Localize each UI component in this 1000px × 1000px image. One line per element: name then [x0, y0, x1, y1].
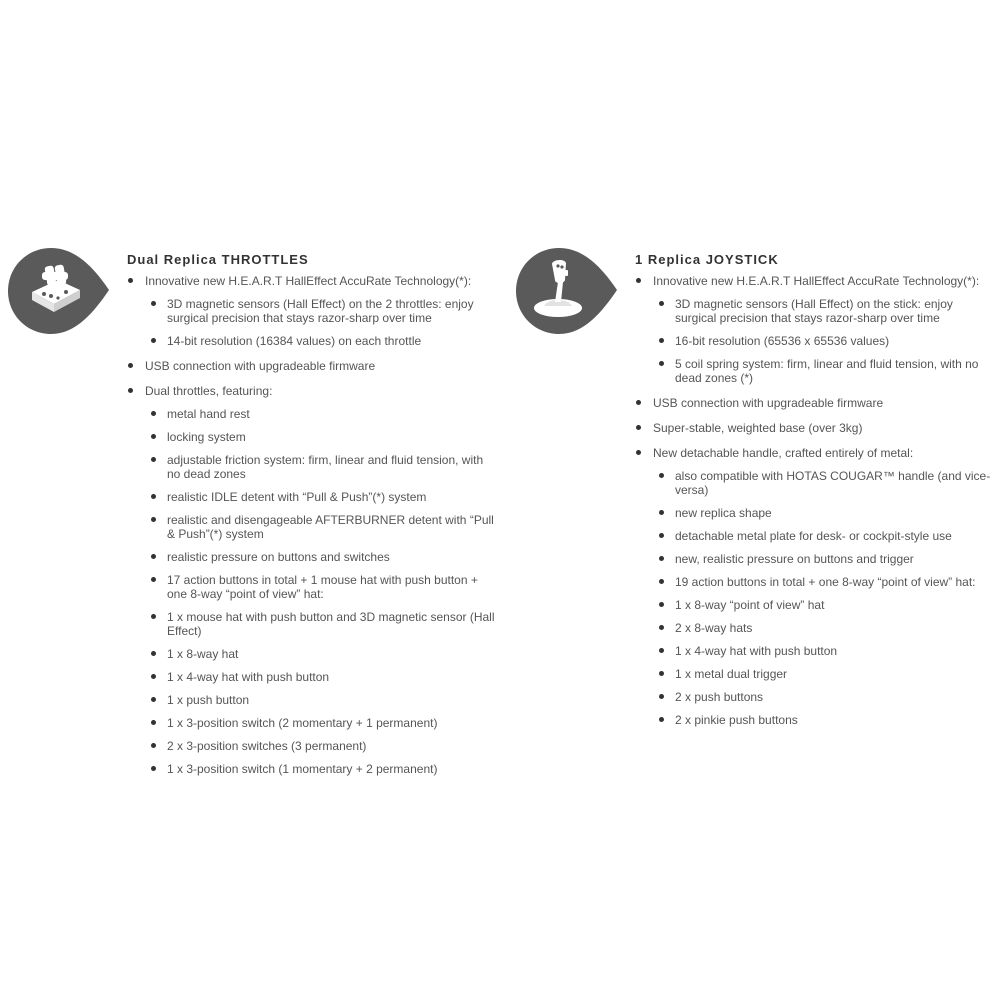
sub-list	[653, 469, 996, 727]
sub-list-item: 3D magnetic sensors (Hall Effect) on the stick: enjoy surgical precision that stays razor-sharp over time	[653, 297, 996, 325]
sub-list-item: realistic and disengageable AFTERBURNER detent with “Pull & Push”(*) system	[145, 513, 496, 541]
sub-list-item: 2 x 8-way hats	[653, 621, 996, 635]
sub-list-item: adjustable friction system: firm, linear and fluid tension, with no dead zones	[145, 453, 496, 481]
sub-list-item: also compatible with HOTAS COUGAR™ handle (and vice-versa)	[653, 469, 996, 497]
sub-list-item: 19 action buttons in total + one 8-way “point of view” hat:	[653, 575, 996, 589]
sub-list-item: detachable metal plate for desk- or cockpit-style use	[653, 529, 996, 543]
sub-list-item: 5 coil spring system: firm, linear and fluid tension, with no dead zones (*)	[653, 357, 996, 385]
sub-list-item: 1 x metal dual trigger	[653, 667, 996, 681]
list-item-text: Dual throttles, featuring:	[145, 384, 273, 398]
sub-list-item: 2 x 3-position switches (3 permanent)	[145, 739, 496, 753]
sub-list	[145, 407, 496, 776]
sub-list-item: 1 x 4-way hat with push button	[145, 670, 496, 684]
joystick-icon	[514, 246, 618, 336]
sub-list-item: 1 x 3-position switch (2 momentary + 1 permanent)	[145, 716, 496, 730]
sub-list-item: 1 x 3-position switch (1 momentary + 2 permanent)	[145, 762, 496, 776]
list-item	[634, 274, 996, 385]
sub-list-item: 1 x mouse hat with push button and 3D magnetic sensor (Hall Effect)	[145, 610, 496, 638]
sub-list-item: metal hand rest	[145, 407, 496, 421]
list-item-text: Super-stable, weighted base (over 3kg)	[653, 421, 863, 435]
throttles-title: Dual Replica THROTTLES	[127, 252, 309, 267]
sub-list-item: new replica shape	[653, 506, 996, 520]
sub-list-item: 14-bit resolution (16384 values) on each throttle	[145, 334, 496, 348]
throttle-icon	[6, 246, 110, 336]
list-item-text: USB connection with upgradeable firmware	[653, 396, 884, 410]
sub-list-item: 2 x pinkie push buttons	[653, 713, 996, 727]
list-item-text: USB connection with upgradeable firmware	[145, 359, 376, 373]
sub-list-item: 3D magnetic sensors (Hall Effect) on the 2 throttles: enjoy surgical precision that stays razor-sharp over time	[145, 297, 496, 325]
joystick-feature-list	[634, 274, 996, 738]
sub-list-item: 17 action buttons in total + 1 mouse hat with push button + one 8-way “point of view” hat:	[145, 573, 496, 601]
sub-list-item: realistic IDLE detent with “Pull & Push”(*) system	[145, 490, 496, 504]
sub-list	[653, 297, 996, 385]
list-item	[634, 446, 996, 727]
sub-list-item: 16-bit resolution (65536 x 65536 values)	[653, 334, 996, 348]
sub-list	[145, 297, 496, 348]
list-item	[126, 274, 496, 348]
sub-list-item: locking system	[145, 430, 496, 444]
list-item-text: New detachable handle, crafted entirely of metal:	[653, 446, 914, 460]
list-item	[126, 359, 496, 373]
list-item-text: Innovative new H.E.A.R.T HallEffect AccuRate Technology(*):	[653, 274, 980, 288]
sub-list-item: 1 x 8-way hat	[145, 647, 496, 661]
throttles-feature-list	[126, 274, 496, 787]
list-item-text: Innovative new H.E.A.R.T HallEffect AccuRate Technology(*):	[145, 274, 472, 288]
sub-list-item: 1 x 8-way “point of view” hat	[653, 598, 996, 612]
list-item	[634, 421, 996, 435]
sub-list-item: 1 x push button	[145, 693, 496, 707]
sub-list-item: realistic pressure on buttons and switches	[145, 550, 496, 564]
sub-list-item: 2 x push buttons	[653, 690, 996, 704]
sub-list-item: new, realistic pressure on buttons and trigger	[653, 552, 996, 566]
joystick-title: 1 Replica JOYSTICK	[635, 252, 779, 267]
badge-shape	[516, 248, 617, 334]
list-item	[634, 396, 996, 410]
sub-list-item: 1 x 4-way hat with push button	[653, 644, 996, 658]
list-item	[126, 384, 496, 776]
